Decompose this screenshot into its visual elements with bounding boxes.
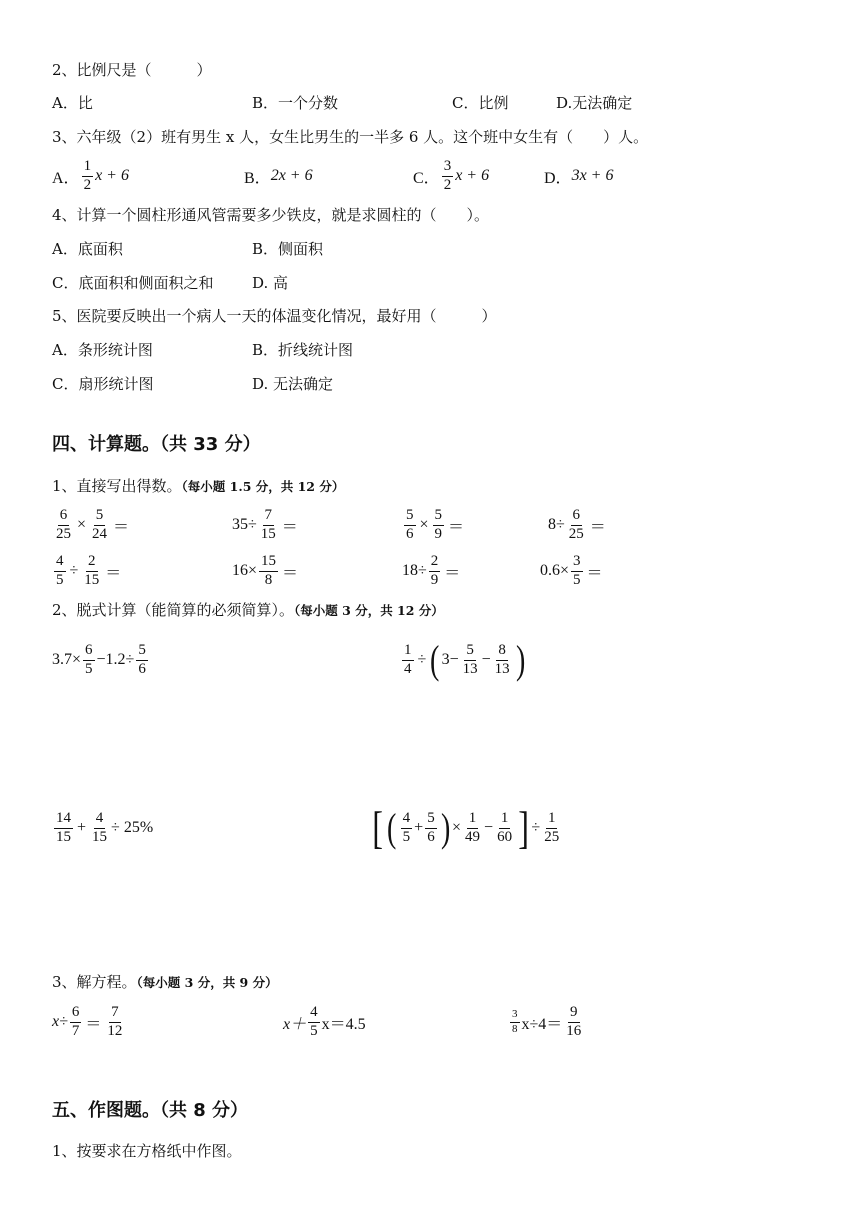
left-paren: ( [430,637,440,682]
q4-option-c: C．底面积和侧面积之和 [52,274,214,292]
q3-option-d: D． 3x + 6 [544,167,614,187]
equation-3: $\frac{3}{8}$ x÷4＝ $\frac{9}{16}$ [512,1003,582,1039]
calc-item-3: $\frac{5}{6}$ × $\frac{5}{9}$ ＝ [406,506,465,542]
q5-option-a: A．条形统计图 [52,341,153,359]
equation-2: x＋ $\frac{4}{5}$ x＝4.5 [283,1003,366,1039]
calc-item-1: $\frac{6}{25}$ × $\frac{5}{24}$ ＝ [56,506,130,542]
calc-item-5: $\frac{4}{5}$ ÷ $\frac{2}{15}$ ＝ [56,552,122,588]
equation-1: x÷ $\frac{6}{7}$ ＝ $\frac{7}{12}$ [52,1003,123,1039]
right-bracket: ] [518,802,530,853]
simplify-expr-4: [ ( $\frac{4}{5}$ + $\frac{5}{6}$ ) × $\frac{1}{49}$ − $\frac{1}{60}$ ] ÷ $\frac{1}{25}$ [372,802,560,853]
q4-stem: 4、计算一个圆柱形通风管需要多少铁皮，就是求圆柱的（ ）。 [52,206,490,224]
left-paren: ( [387,805,397,850]
calc-item-6: 16× $\frac{15}{8}$ ＝ [232,552,299,588]
q4-option-a: A．底面积 [52,240,123,258]
q5-option-c: C．扇形统计图 [52,375,154,393]
q3-option-a: A． $\frac{1}{2}$ x + 6 [52,157,129,193]
q2-option-b: B．一个分数 [252,94,339,112]
q5-stem: 5、医院要反映出一个病人一天的体温变化情况，最好用（ ） [52,307,497,325]
section5-part1: 1、按要求在方格纸中作图。 [52,1142,242,1160]
right-paren: ) [440,805,451,850]
section4-part3-heading: 3、解方程。（每小题 3 分，共 9 分） [52,973,278,991]
calc-item-4: 8÷ $\frac{6}{25}$ ＝ [548,506,606,542]
simplify-expr-2: $\frac{1}{4}$ ÷ ( 3− $\frac{5}{13}$ − $\frac{8}{13}$ ) [404,637,526,682]
q4-option-d: D. 高 [252,274,289,292]
q3-option-b: B． 2x + 6 [244,167,313,187]
q5-option-d: D. 无法确定 [252,375,334,393]
section4-part2-heading: 2、脱式计算（能简算的必须简算）。（每小题 3 分，共 12 分） [52,601,444,619]
simplify-expr-1: 3.7× $\frac{6}{5}$ −1.2÷ $\frac{5}{6}$ [52,641,146,677]
right-paren: ) [515,637,526,682]
q2-option-a: A．比 [52,94,93,112]
q2-option-d: D.无法确定 [556,94,633,112]
section5-title: 五、作图题。（共 8 分） [52,1100,249,1121]
calc-item-2: 35÷ $\frac{7}{15}$ ＝ [232,506,298,542]
left-bracket: [ [372,802,384,853]
calc-item-7: 18÷ $\frac{2}{9}$ ＝ [402,552,461,588]
simplify-expr-3: $\frac{14}{15}$ + $\frac{4}{15}$ ÷ 25% [56,809,154,845]
q5-option-b: B．折线统计图 [252,341,354,359]
calc-item-8: 0.6× $\frac{3}{5}$ ＝ [540,552,603,588]
q2-stem: 2、比例尺是（ ） [52,61,212,79]
section4-title: 四、计算题。（共 33 分） [52,434,261,455]
q4-option-b: B．侧面积 [252,240,324,258]
q3-stem: 3、六年级（2）班有男生 x 人，女生比男生的一半多 6 人。这个班中女生有（ ）人。 [52,128,649,146]
section4-part1-heading: 1、直接写出得数。（每小题 1.5 分，共 12 分） [52,477,345,495]
q2-option-c: C．比例 [452,94,509,112]
q3-option-c: C． $\frac{3}{2}$ x + 6 [413,157,490,193]
